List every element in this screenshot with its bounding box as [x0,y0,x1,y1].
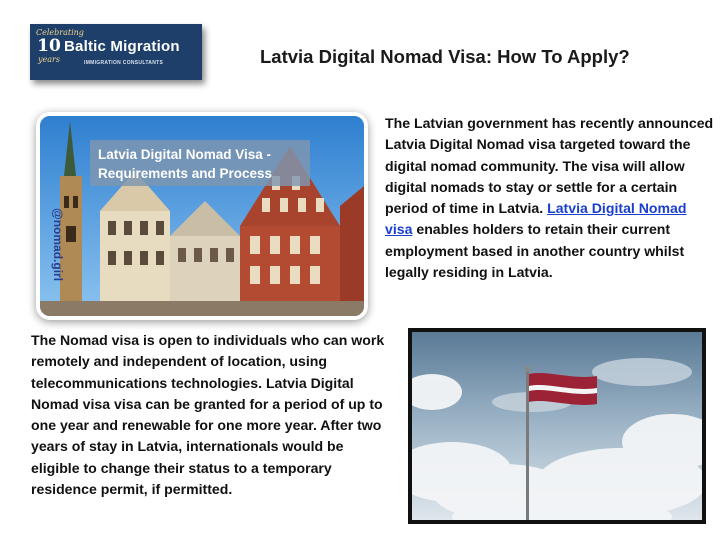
intro-text: The Latvian government has recently announced Latvia Digital Nomad visa targeted toward the digital nomad community. The visa will allow digital nomads to stay or settle for a certain period of time in Latvia. [385,115,714,217]
image-caption-line2: Requirements and Process [98,166,273,181]
image-watermark: @nomad.girl [51,208,65,282]
badge-top-text: Celebrating [36,28,84,37]
brand-name: Baltic Migration [64,38,180,55]
anniversary-badge [36,28,84,74]
badge-bottom-text: years [38,55,60,64]
eligibility-paragraph: The Nomad visa is open to individuals who can work remotely and independent of location, using telecommunications technologies. Latvia Digital Nomad visa visa can be granted for a period of up to one year and renewable for one more year. After two years of stay in Latvia, internationals would be eligible to change their status to a temporary residence permit, if permitted. [31,332,385,498]
intro-paragraph [385,113,717,283]
latvian-flag-image [408,328,706,524]
brand-tagline: IMMIGRATION CONSULTANTS [84,60,164,66]
riga-buildings-image [36,112,368,320]
page-title: Latvia Digital Nomad Visa: How To Apply? [260,46,630,67]
visa-link[interactable]: Latvia Digital Nomad visa [385,200,687,238]
image-caption-line1: Latvia Digital Nomad Visa - [98,147,272,162]
badge-number: 10 [37,36,61,56]
intro-text-end: enables holders to retain their current employment based in another country whilst legally residing in Latvia. [385,221,685,281]
company-logo [30,24,202,80]
